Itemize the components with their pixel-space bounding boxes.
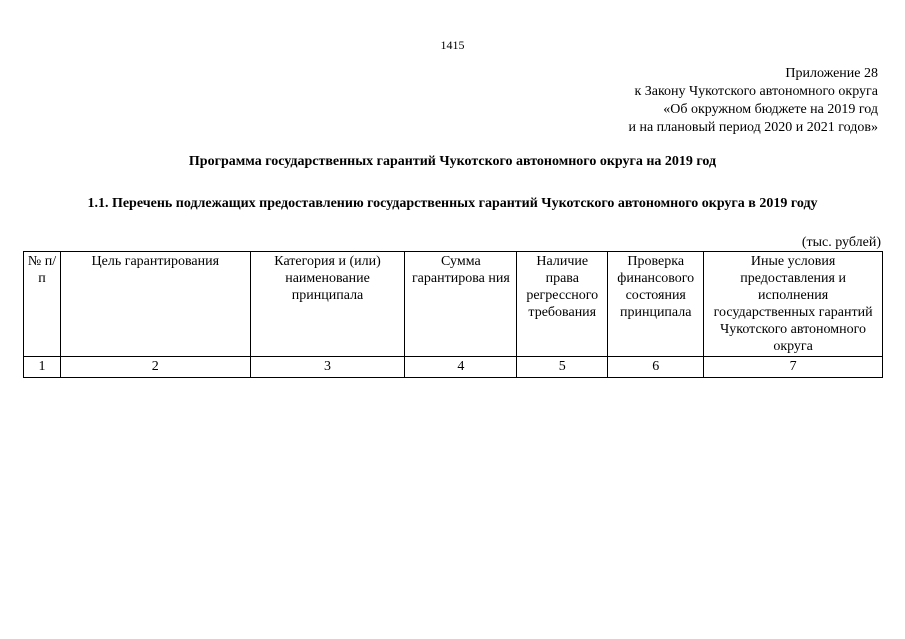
appendix-line-4: и на плановый период 2020 и 2021 годов» <box>628 120 878 135</box>
table-row <box>24 357 883 378</box>
table-cell: 2 <box>60 357 250 378</box>
header-number: № п/п <box>24 252 61 357</box>
appendix-line-1: Приложение 28 <box>785 66 878 81</box>
table-cell: 1 <box>24 357 61 378</box>
table-cell: 5 <box>517 357 608 378</box>
table-cell: 3 <box>250 357 405 378</box>
table-cell: 6 <box>608 357 704 378</box>
appendix-line-2: к Закону Чукотского автономного округа <box>634 84 878 99</box>
table-header-row <box>24 252 883 357</box>
table-cell: 7 <box>704 357 883 378</box>
document-title: Программа государственных гарантий Чукотского автономного округа на 2019 год <box>188 154 717 169</box>
appendix-line-3: «Об окружном бюджете на 2019 год <box>663 102 878 117</box>
table-cell: 4 <box>405 357 517 378</box>
header-amount: Сумма гарантирова ния <box>405 252 517 357</box>
header-recourse: Наличие права регрессного требования <box>517 252 608 357</box>
header-financial-check: Проверка финансового состояния принципала <box>608 252 704 357</box>
page-number: 1415 <box>440 38 465 52</box>
header-purpose: Цель гарантирования <box>60 252 250 357</box>
appendix-header <box>628 65 878 137</box>
header-principal: Категория и (или) наименование принципала <box>250 252 405 357</box>
guarantees-table <box>23 251 883 378</box>
header-other-conditions: Иные условия предоставления и исполнения государственных гарантий Чукотского автономного округа <box>704 252 883 357</box>
units-label: (тыс. рублей) <box>801 235 881 250</box>
section-title: 1.1. Перечень подлежащих предоставлению государственных гарантий Чукотского автономного округа в 2019 году <box>87 196 818 211</box>
